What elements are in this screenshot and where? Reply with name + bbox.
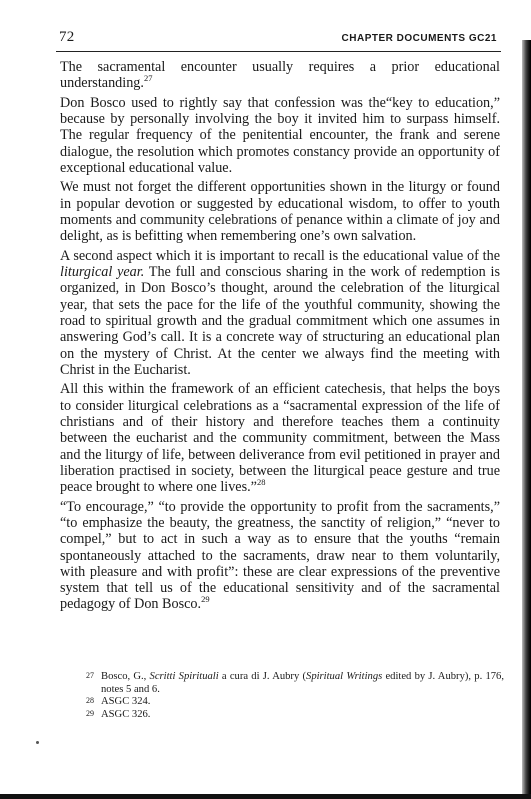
footnote-27 [86,671,504,696]
paragraph-text: A second aspect which it is important to recall is the educational value of the [60,247,500,264]
footnote-pages: edited by J. Aubry), p. 176, notes 5 and 6. [101,671,504,695]
paragraph-text: The sacramental encounter usually requires a prior educational understanding. [60,59,500,92]
paragraph-text: We must not forget the different opportunities shown in the liturgy or found in popular devotion or suggested by educational wisdom, to offer to youth moments and community celebrations of penance within a climate of joy and delight, as is befitting when remembering one’s own salvation. [60,179,500,245]
page-number: 72 [59,29,75,45]
running-head: CHAPTER DOCUMENTS GC21 [341,33,497,44]
bottom-edge-bar [0,794,531,799]
note-ref-27: 27 [143,73,153,84]
paragraph-4 [60,248,500,378]
footnote-title-english: Spiritual Writings [306,671,383,682]
body-text [60,59,500,616]
paragraph-text: Don Bosco used to rightly say that confession was the“key to education,” because by personally involving the boy it invited him to surpass himself. The regular frequency of the penitential encounter, the frank and serene dialogue, the resolution which promotes constancy provide an opportunity of exceptional educational value. [60,94,500,176]
paragraph-text: All this within the framework of an efficient catechesis, that helps the boys to consider liturgical celebrations as a “sacramental expression of the life of christians and of their history and therefore teaches them a continuity between the eucharist and the community commitment, between the Mass and the liturgy of life, between deliverance from evil petitioned in prayer and liberation practised in society, between the liturgical peace gesture and true peace brought to where one lives.” [60,381,500,496]
footnote-mark: 28 [86,696,94,706]
footnote-text [101,671,504,696]
page-edge-shadow [522,40,531,799]
footnote-title-italian: Scritti Spirituali [149,671,219,682]
footnote-mark: 27 [86,671,94,680]
note-ref-29: 29 [201,594,210,605]
header-rule [56,51,501,52]
note-ref-28: 28 [256,477,266,488]
paragraph-2 [60,95,500,176]
paragraph-5 [60,381,500,495]
margin-dot [36,741,39,744]
footnote-text: ASGC 324. [101,696,151,708]
paragraph-text: The full and conscious sharing in the work of redemption is organized, in Don Bosco’s thought, around the celebration of the liturgical year, that sets the pace for the life of the youthful community, showing the road to spiritual growth and the gradual commitment which one assumes in answering God’s call. It is a concrete way of structuring an educational plan on the mystery of Christ. At the center we always find the meeting with Christ in the Eucharist. [60,264,500,378]
footnote-28 [86,696,504,709]
paragraph-1 [60,59,500,92]
footnote-text: ASGC 326. [101,709,151,721]
footnote-editor: a cura di J. Aubry ( [218,671,307,682]
footnote-29 [86,709,504,722]
paragraph-6 [60,499,500,613]
footnote-mark: 29 [86,709,94,719]
footnotes [86,671,504,722]
paragraph-text: “To encourage,” “to provide the opportunity to profit from the sacraments,” “to emphasize the beauty, the greatness, the sanctity of religion,” “never to compel,” but to act in such a way as to ensure that the youths “remain spontaneously attached to the sacraments, draw near to them voluntarily, with pleasure and with profit”: these are clear expressions of the preventive system that tell us of the educational sensitivity and of the sacramental pedagogy of Don Bosco. [60,498,500,613]
emphasis-liturgical-year: liturgical year. [60,264,145,281]
footnote-author: Bosco, G., [101,671,150,682]
paragraph-3 [60,179,500,244]
